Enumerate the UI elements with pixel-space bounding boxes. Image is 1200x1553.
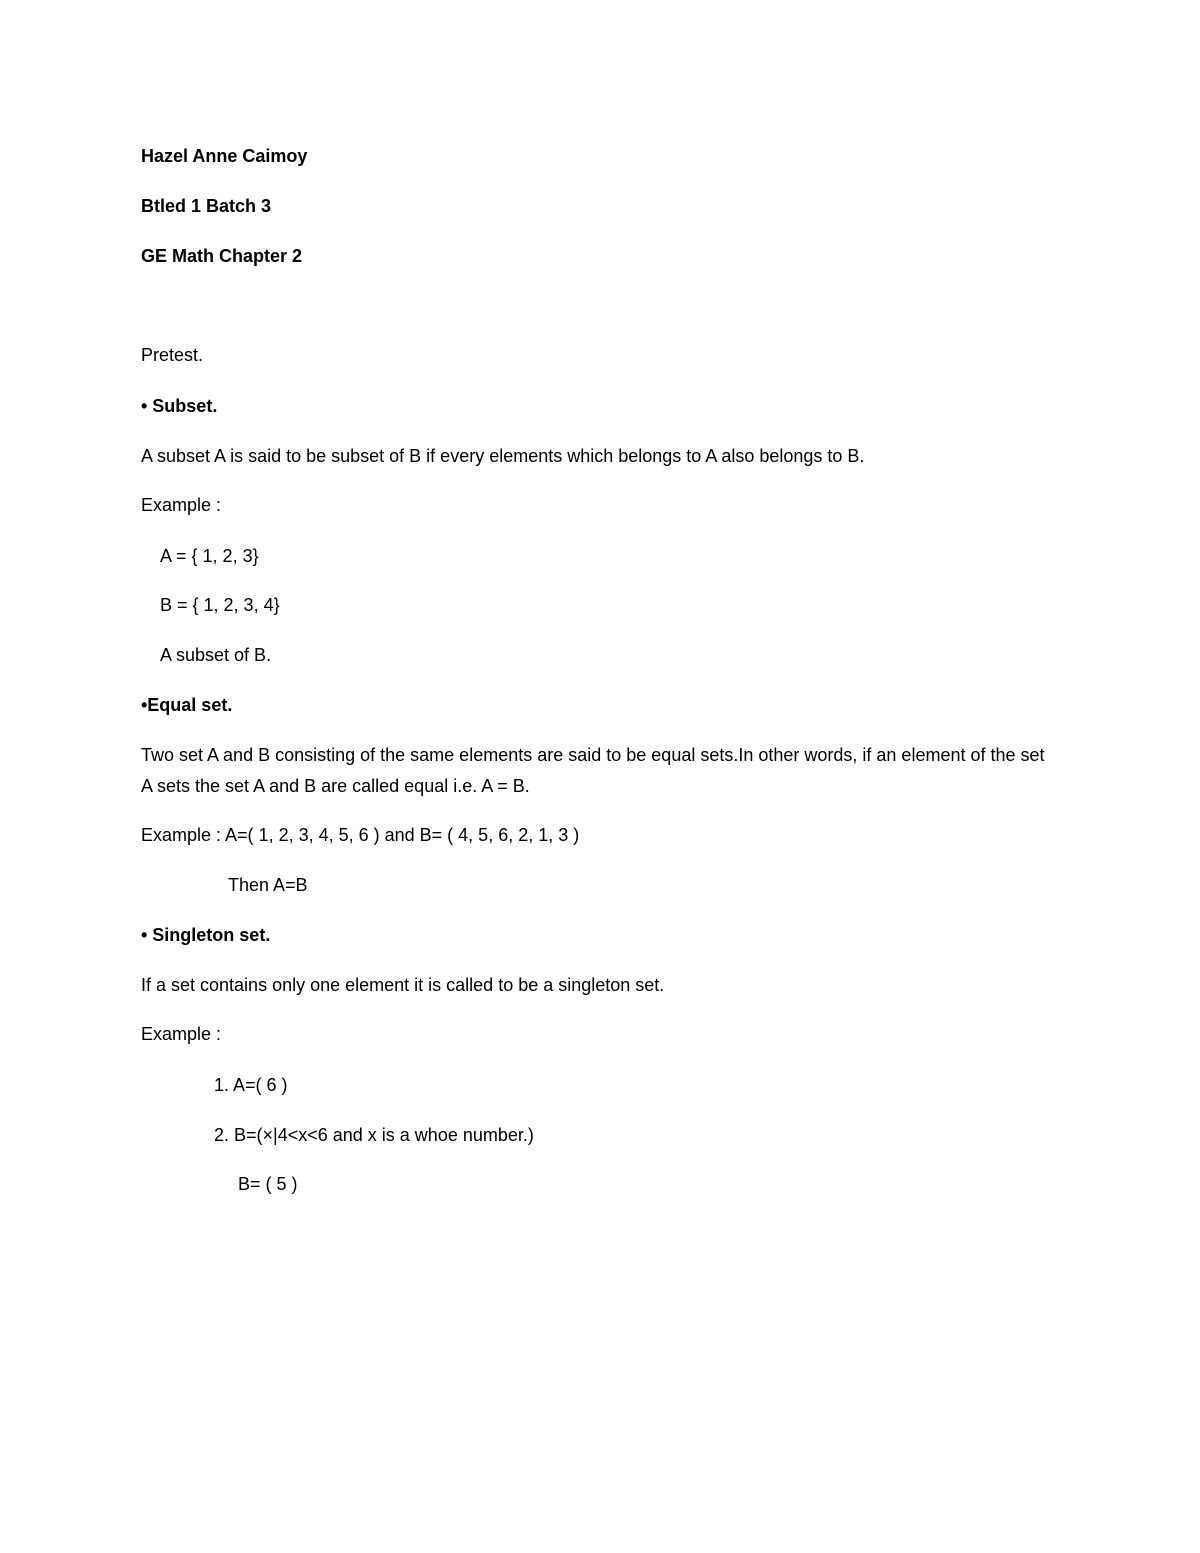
singleton-example-label: Example : bbox=[141, 1024, 222, 1044]
subset-heading: • Subset. bbox=[141, 396, 218, 416]
equal-set-heading: •Equal set. bbox=[141, 695, 233, 715]
equal-set-definition: Two set A and B consisting of the same elements are said to be equal sets.In other words, if an element of the set A sets the set A and B are called equal i.e. A = B. bbox=[141, 745, 1045, 796]
subset-example-label: Example : bbox=[141, 495, 222, 515]
subset-example-a: A = { 1, 2, 3} bbox=[160, 546, 259, 566]
pretest-label: Pretest. bbox=[141, 345, 204, 365]
course-title: GE Math Chapter 2 bbox=[141, 246, 303, 266]
singleton-example-item-2-result: B= ( 5 ) bbox=[238, 1174, 298, 1194]
subset-conclusion: A subset of B. bbox=[160, 645, 272, 665]
section-label: Btled 1 Batch 3 bbox=[141, 196, 272, 216]
author-name: Hazel Anne Caimoy bbox=[141, 146, 308, 166]
subset-example-b: B = { 1, 2, 3, 4} bbox=[160, 595, 280, 615]
singleton-example-item-2: 2. B=(×|4<x<6 and x is a whoe number.) bbox=[214, 1125, 534, 1145]
equal-set-example: Example : A=( 1, 2, 3, 4, 5, 6 ) and B= ( 4, 5, 6, 2, 1, 3 ) bbox=[141, 825, 580, 845]
equal-set-conclusion: Then A=B bbox=[228, 875, 308, 895]
singleton-set-heading: • Singleton set. bbox=[141, 925, 271, 945]
singleton-example-item-1: 1. A=( 6 ) bbox=[214, 1075, 288, 1095]
singleton-set-definition: If a set contains only one element it is called to be a singleton set. bbox=[141, 975, 665, 995]
subset-definition: A subset A is said to be subset of B if every elements which belongs to A also belongs to B. bbox=[141, 446, 865, 466]
